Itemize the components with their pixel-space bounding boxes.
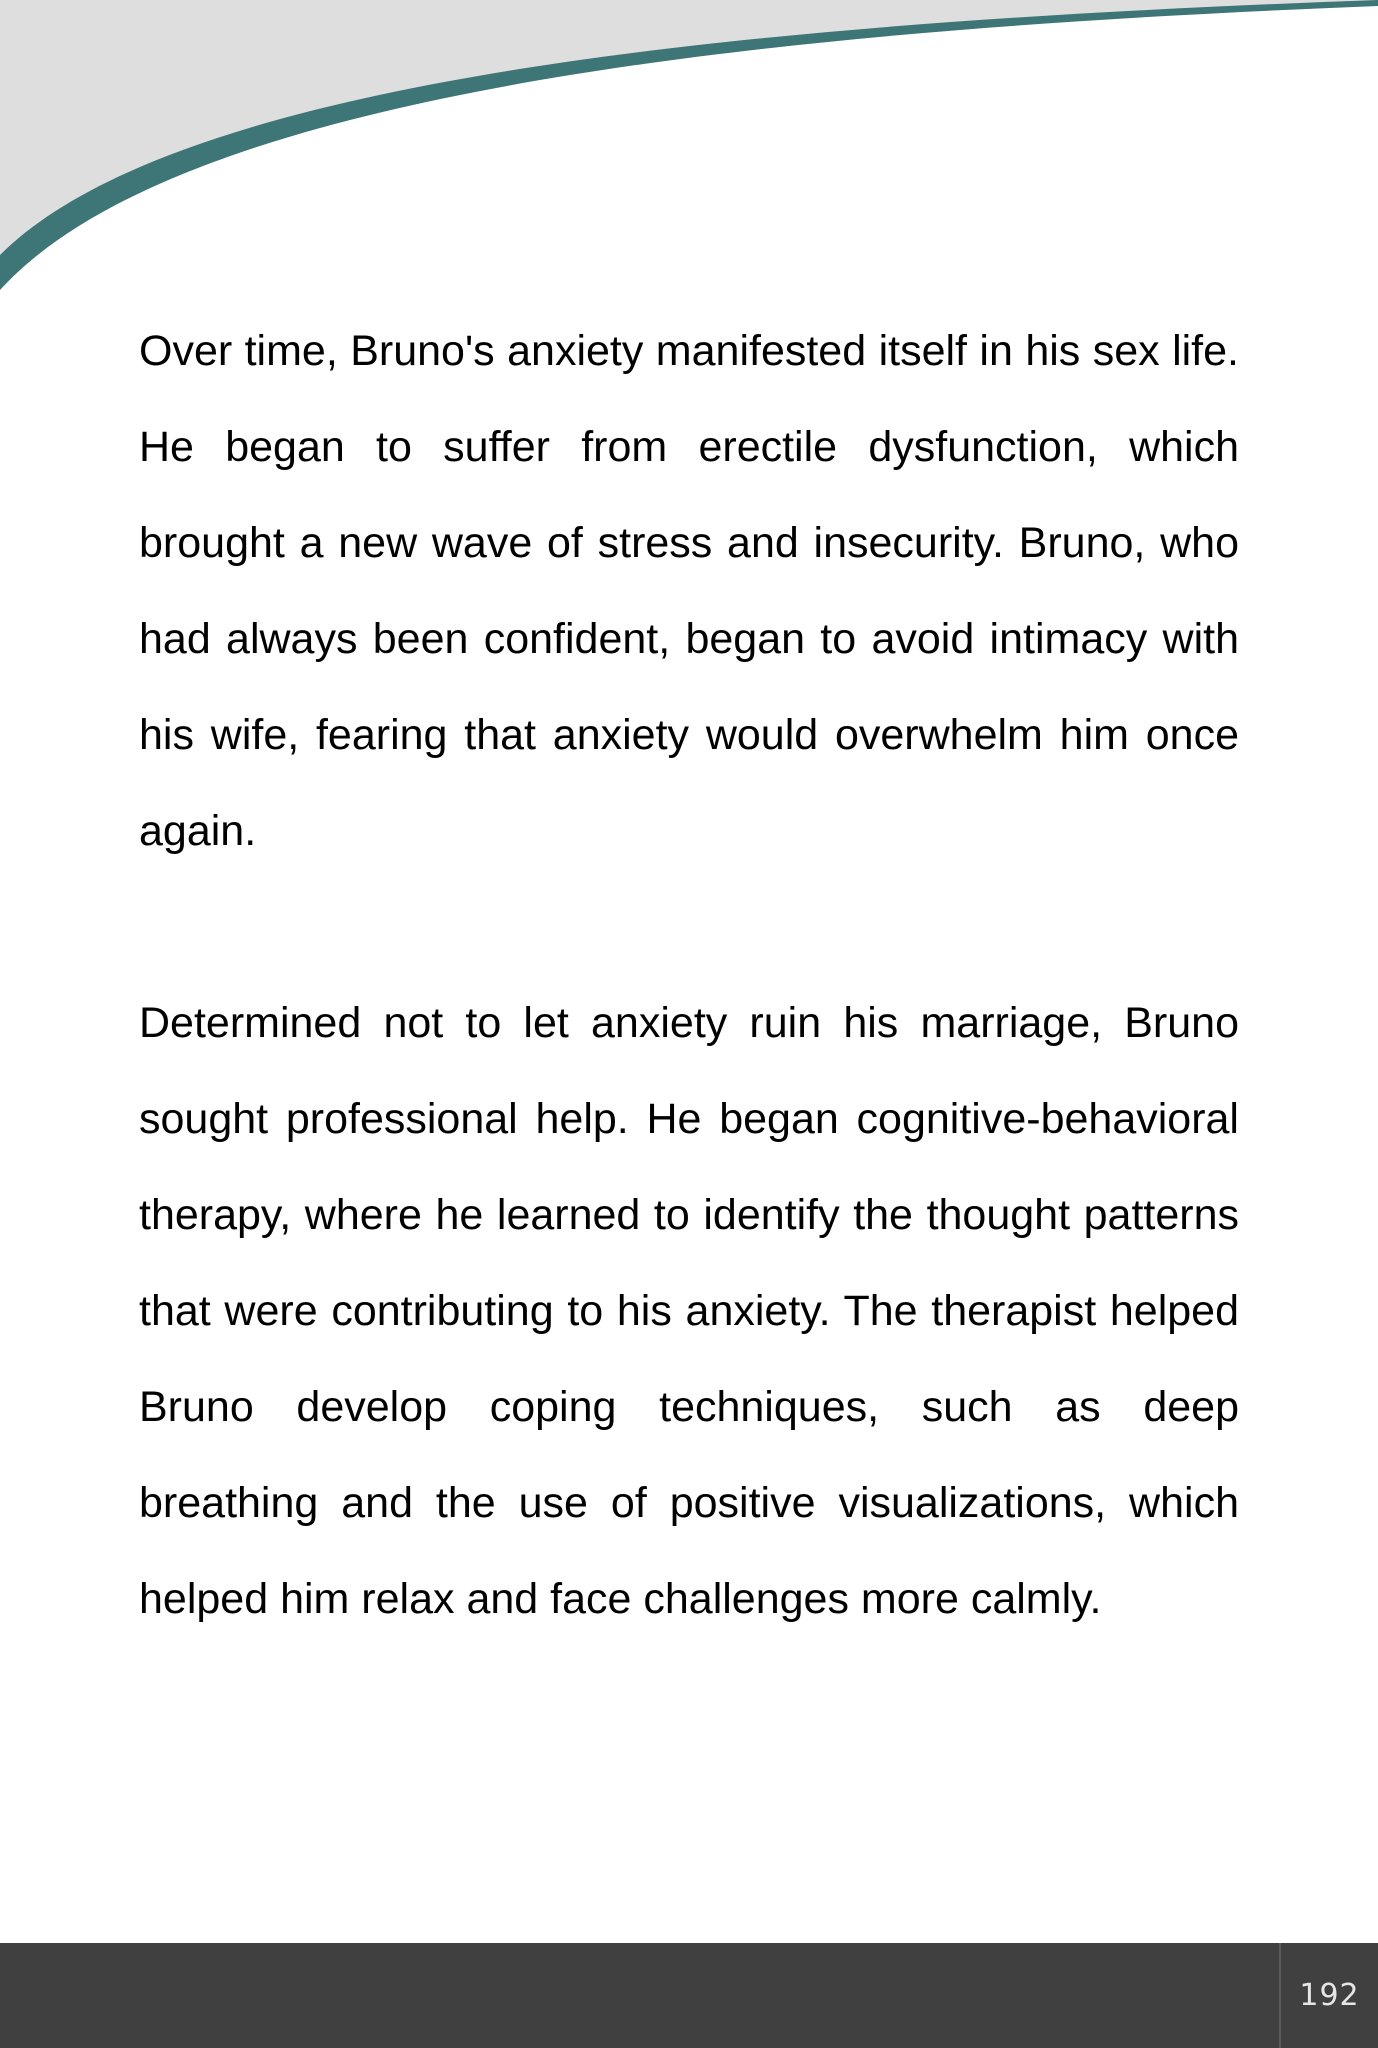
page-number-box: [1279, 1943, 1378, 2048]
footer-bar: [0, 1943, 1378, 2048]
header-gray-area: [0, 0, 1378, 270]
header-swoosh-decoration: [0, 0, 1378, 300]
page-number: 192: [1299, 1978, 1360, 2013]
paragraph-2: Determined not to let anxiety ruin his marriage, Bruno sought professional help. He began cognitive-behavioral therapy, where he learned to identify the thought patterns that were contributing to his anxiety. The therapist helped Bruno develop coping techniques, such as deep breathing and the use of positive visualizations, which helped him relax and face challenges more calmly.: [139, 999, 1239, 1623]
page-body-text: [139, 303, 1239, 1647]
paragraph-1: Over time, Bruno's anxiety manifested itself in his sex life. He began to suffer from erectile dysfunction, which brought a new wave of stress and insecurity. Bruno, who had always been confident, began to avoid intimacy with his wife, fearing that anxiety would overwhelm him once again.: [139, 327, 1239, 855]
